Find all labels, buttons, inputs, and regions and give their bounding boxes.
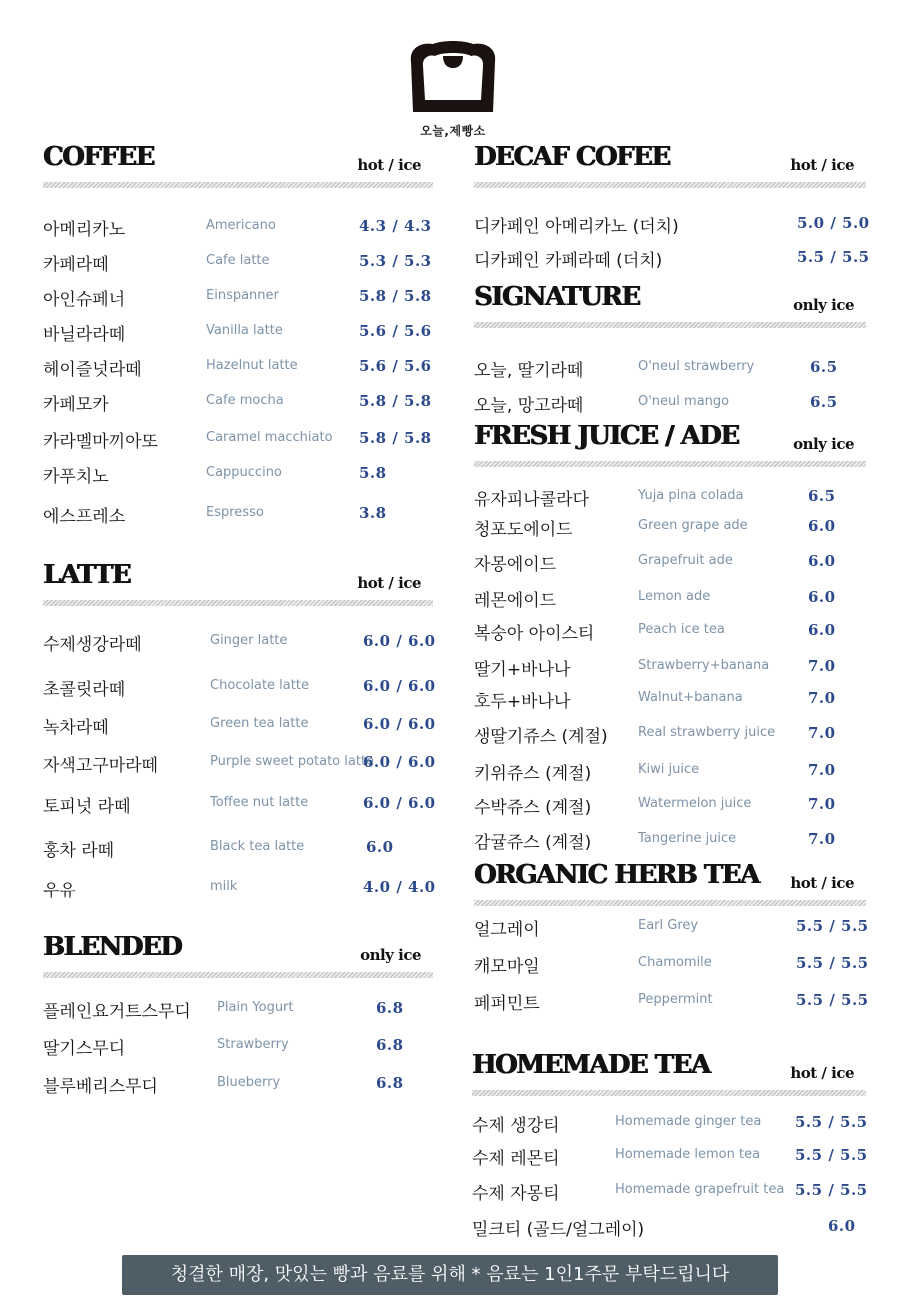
item-price: 5.6 / 5.6	[359, 322, 432, 340]
item-name-english: Yuja pina colada	[638, 488, 744, 503]
menu-item	[472, 1179, 866, 1205]
item-name-korean: 홍차 라떼	[43, 841, 115, 861]
item-price: 6.0 / 6.0	[363, 632, 436, 650]
item-price: 6.8	[376, 1036, 404, 1054]
item-name-english: Homemade ginger tea	[615, 1114, 762, 1129]
item-name-english: Lemon ade	[638, 589, 711, 604]
item-price: 6.8	[376, 999, 404, 1017]
menu-item	[43, 713, 436, 739]
item-price: 7.0	[808, 689, 836, 707]
item-name-korean: 복숭아 아이스티	[474, 624, 595, 644]
item-name-english: Real strawberry juice	[638, 725, 776, 740]
item-name-korean: 키위쥬스 (계절)	[474, 764, 592, 784]
item-name-english: Homemade grapefruit tea	[615, 1182, 785, 1197]
item-price: 6.0	[808, 621, 836, 639]
menu-item	[43, 390, 433, 416]
item-name-korean: 수제 레몬티	[472, 1149, 560, 1169]
item-name-korean: 딸기+바나나	[474, 660, 571, 680]
item-price: 6.0	[808, 517, 836, 535]
item-price: 3.8	[359, 504, 387, 522]
section-divider	[474, 182, 866, 188]
menu-item	[474, 391, 866, 417]
menu-item	[474, 619, 866, 645]
item-name-korean: 아인슈페너	[43, 290, 126, 310]
item-name-korean: 블루베리스무디	[43, 1077, 158, 1097]
item-name-english: Plain Yogurt	[217, 1000, 294, 1015]
section-divider	[43, 972, 433, 978]
item-price: 5.5 / 5.5	[796, 917, 869, 935]
item-name-korean: 디카페인 아메리카노 (더치)	[474, 217, 679, 237]
menu-item	[474, 915, 869, 941]
item-name-english: milk	[210, 879, 238, 894]
item-price: 5.5 / 5.5	[797, 248, 870, 266]
item-name-korean: 카라멜마끼아또	[43, 432, 158, 452]
item-price: 6.8	[376, 1074, 404, 1092]
item-price: 6.5	[810, 393, 838, 411]
menu-item	[474, 212, 870, 238]
section-divider	[43, 182, 433, 188]
menu-item	[43, 427, 433, 453]
menu-item	[474, 952, 869, 978]
item-name-korean: 수제생강라떼	[43, 635, 142, 655]
section-signature	[474, 280, 866, 416]
menu-item	[474, 722, 866, 748]
section-note: only ice	[793, 435, 854, 453]
section-title: ORGANIC HERB TEA	[474, 860, 759, 890]
item-name-korean: 페퍼민트	[474, 994, 540, 1014]
item-name-korean: 카페모카	[43, 395, 109, 415]
section-divider	[472, 1090, 866, 1096]
menu-item	[43, 675, 436, 701]
item-price: 5.0 / 5.0	[797, 214, 870, 232]
footer-notice: 청결한 매장, 맛있는 빵과 음료를 위해 * 음료는 1인1주문 부탁드립니다	[122, 1255, 778, 1295]
section-title: LATTE	[43, 560, 131, 590]
item-price: 5.5 / 5.5	[796, 991, 869, 1009]
menu-item	[474, 759, 866, 785]
item-name-english: O'neul strawberry	[638, 359, 755, 374]
item-name-english: Strawberry	[217, 1037, 289, 1052]
item-price: 7.0	[808, 761, 836, 779]
item-name-english: Black tea latte	[210, 839, 305, 854]
item-name-english: Einspanner	[206, 288, 279, 303]
section-divider	[43, 600, 433, 606]
item-name-english: Strawberry+banana	[638, 658, 770, 673]
menu-item	[43, 630, 436, 656]
section-title: DECAF COFEE	[474, 142, 670, 172]
item-name-english: Green tea latte	[210, 716, 309, 731]
item-price: 5.5 / 5.5	[795, 1146, 868, 1164]
section-divider	[474, 900, 866, 906]
item-name-korean: 레몬에이드	[474, 591, 557, 611]
item-price: 6.0 / 6.0	[363, 794, 436, 812]
menu-item	[43, 215, 433, 241]
item-name-korean: 호두+바나나	[474, 692, 571, 712]
item-price: 7.0	[808, 724, 836, 742]
item-name-korean: 얼그레이	[474, 920, 540, 940]
item-name-korean: 초콜릿라떼	[43, 680, 126, 700]
section-note: hot / ice	[357, 574, 421, 592]
item-name-korean: 디카페인 카페라떼 (더치)	[474, 251, 663, 271]
item-name-korean: 아메리카노	[43, 220, 126, 240]
section-divider	[474, 322, 866, 328]
item-name-korean: 오늘, 망고라떼	[474, 396, 584, 416]
item-name-english: Americano	[206, 218, 276, 233]
item-price: 5.5 / 5.5	[795, 1181, 868, 1199]
item-price: 5.8 / 5.8	[359, 429, 432, 447]
menu-item	[474, 586, 866, 612]
item-price: 5.6 / 5.6	[359, 357, 432, 375]
menu-item	[474, 550, 866, 576]
menu-item	[43, 836, 433, 862]
menu-item	[472, 1215, 866, 1241]
section-title: BLENDED	[43, 932, 182, 962]
item-price: 5.8 / 5.8	[359, 392, 432, 410]
menu-item	[472, 1111, 866, 1137]
menu-item	[474, 515, 866, 541]
menu-item	[43, 1034, 433, 1060]
item-name-korean: 우유	[43, 881, 76, 901]
menu-item	[474, 356, 866, 382]
item-name-english: Purple sweet potato latte	[210, 754, 375, 769]
item-name-english: Grapefruit ade	[638, 553, 733, 568]
section-note: hot / ice	[357, 156, 421, 174]
section-herb	[474, 858, 869, 1014]
item-name-english: Caramel macchiato	[206, 430, 333, 445]
item-name-korean: 바닐라라떼	[43, 325, 126, 345]
item-name-english: Cafe latte	[206, 253, 270, 268]
menu-item	[43, 876, 436, 902]
item-price: 5.3 / 5.3	[359, 252, 432, 270]
item-name-english: O'neul mango	[638, 394, 730, 409]
section-blended	[43, 930, 433, 1097]
menu-item	[43, 320, 433, 346]
menu-item	[474, 655, 866, 681]
item-price: 4.3 / 4.3	[359, 217, 432, 235]
item-price: 6.0 / 6.0	[363, 715, 436, 733]
section-title: FRESH JUICE / ADE	[474, 421, 739, 451]
section-note: hot / ice	[790, 156, 854, 174]
item-name-korean: 헤이즐넛라떼	[43, 360, 142, 380]
menu-item	[474, 687, 866, 713]
item-name-korean: 감귤쥬스 (계절)	[474, 833, 592, 853]
brand-name: 오늘,제빵소	[420, 124, 486, 138]
menu-item	[474, 989, 869, 1015]
item-name-english: Peach ice tea	[638, 622, 725, 637]
section-divider	[474, 461, 866, 467]
item-name-english: Homemade lemon tea	[615, 1147, 761, 1162]
item-name-english: Espresso	[206, 505, 264, 520]
item-name-english: Vanilla latte	[206, 323, 283, 338]
item-name-english: Tangerine juice	[638, 831, 737, 846]
item-price: 6.0 / 6.0	[363, 753, 436, 771]
item-name-english: Chamomile	[638, 955, 712, 970]
menu-item	[474, 246, 870, 272]
item-name-korean: 수박쥬스 (계절)	[474, 798, 592, 818]
item-price: 6.0	[828, 1217, 856, 1235]
section-note: only ice	[793, 296, 854, 314]
item-name-korean: 자몽에이드	[474, 555, 557, 575]
item-price: 4.0 / 4.0	[363, 878, 436, 896]
section-note: hot / ice	[790, 1064, 854, 1082]
item-name-korean: 오늘, 딸기라떼	[474, 361, 584, 381]
item-name-korean: 밀크티 (골드/얼그레이)	[472, 1220, 645, 1240]
item-price: 6.0	[366, 838, 394, 856]
item-name-english: Cappuccino	[206, 465, 282, 480]
menu-item	[43, 462, 433, 488]
item-name-korean: 수제 자몽티	[472, 1184, 560, 1204]
item-name-korean: 자색고구마라떼	[43, 756, 158, 776]
item-name-korean: 수제 생강티	[472, 1116, 560, 1136]
section-title: COFFEE	[43, 142, 154, 172]
item-name-korean: 토피넛 라떼	[43, 797, 131, 817]
item-name-english: Chocolate latte	[210, 678, 309, 693]
item-price: 5.8	[359, 464, 387, 482]
item-price: 7.0	[808, 795, 836, 813]
item-name-korean: 녹차라떼	[43, 718, 109, 738]
menu-item	[43, 792, 436, 818]
item-name-english: Kiwi juice	[638, 762, 700, 777]
item-name-english: Green grape ade	[638, 518, 748, 533]
item-price: 6.5	[808, 487, 836, 505]
item-price: 5.5 / 5.5	[796, 954, 869, 972]
item-name-korean: 에스프레소	[43, 507, 126, 527]
item-name-korean: 청포도에이드	[474, 520, 573, 540]
item-name-english: Ginger latte	[210, 633, 288, 648]
section-title: HOMEMADE TEA	[472, 1050, 710, 1080]
menu-item	[43, 285, 433, 311]
menu-item	[474, 828, 866, 854]
item-price: 7.0	[808, 830, 836, 848]
item-name-english: Cafe mocha	[206, 393, 284, 408]
item-name-english: Watermelon juice	[638, 796, 752, 811]
section-coffee	[43, 140, 433, 527]
item-price: 6.5	[810, 358, 838, 376]
item-name-korean: 캐모마일	[474, 957, 540, 977]
item-name-korean: 생딸기쥬스 (계절)	[474, 727, 608, 747]
menu-item	[472, 1144, 866, 1170]
item-name-english: Blueberry	[217, 1075, 281, 1090]
item-name-english: Hazelnut latte	[206, 358, 298, 373]
item-price: 5.8 / 5.8	[359, 287, 432, 305]
section-title: SIGNATURE	[474, 282, 640, 312]
menu-item	[43, 355, 433, 381]
item-name-korean: 카페라떼	[43, 255, 109, 275]
section-decaf	[474, 140, 870, 271]
menu-item	[474, 793, 866, 819]
item-name-english: Walnut+banana	[638, 690, 743, 705]
item-name-english: Earl Grey	[638, 918, 699, 933]
menu-item	[43, 250, 433, 276]
section-note: only ice	[360, 946, 421, 964]
menu-item	[43, 1072, 433, 1098]
item-name-english: Toffee nut latte	[210, 795, 309, 810]
item-price: 5.5 / 5.5	[795, 1113, 868, 1131]
section-note: hot / ice	[790, 874, 854, 892]
item-name-korean: 딸기스무디	[43, 1039, 126, 1059]
menu-item	[43, 502, 433, 528]
menu-item	[474, 485, 866, 511]
item-name-english: Peppermint	[638, 992, 713, 1007]
menu-item	[43, 751, 436, 777]
item-price: 6.0	[808, 552, 836, 570]
item-name-korean: 카푸치노	[43, 467, 109, 487]
menu-item	[43, 997, 433, 1023]
section-juice	[474, 419, 866, 853]
item-name-korean: 플레인요거트스무디	[43, 1002, 191, 1022]
item-price: 7.0	[808, 657, 836, 675]
brand-logo	[398, 38, 508, 138]
section-homemade	[472, 1048, 868, 1240]
item-price: 6.0 / 6.0	[363, 677, 436, 695]
bread-icon	[403, 38, 503, 118]
item-name-korean: 유자피나콜라다	[474, 490, 589, 510]
section-latte	[43, 558, 436, 901]
item-price: 6.0	[808, 588, 836, 606]
